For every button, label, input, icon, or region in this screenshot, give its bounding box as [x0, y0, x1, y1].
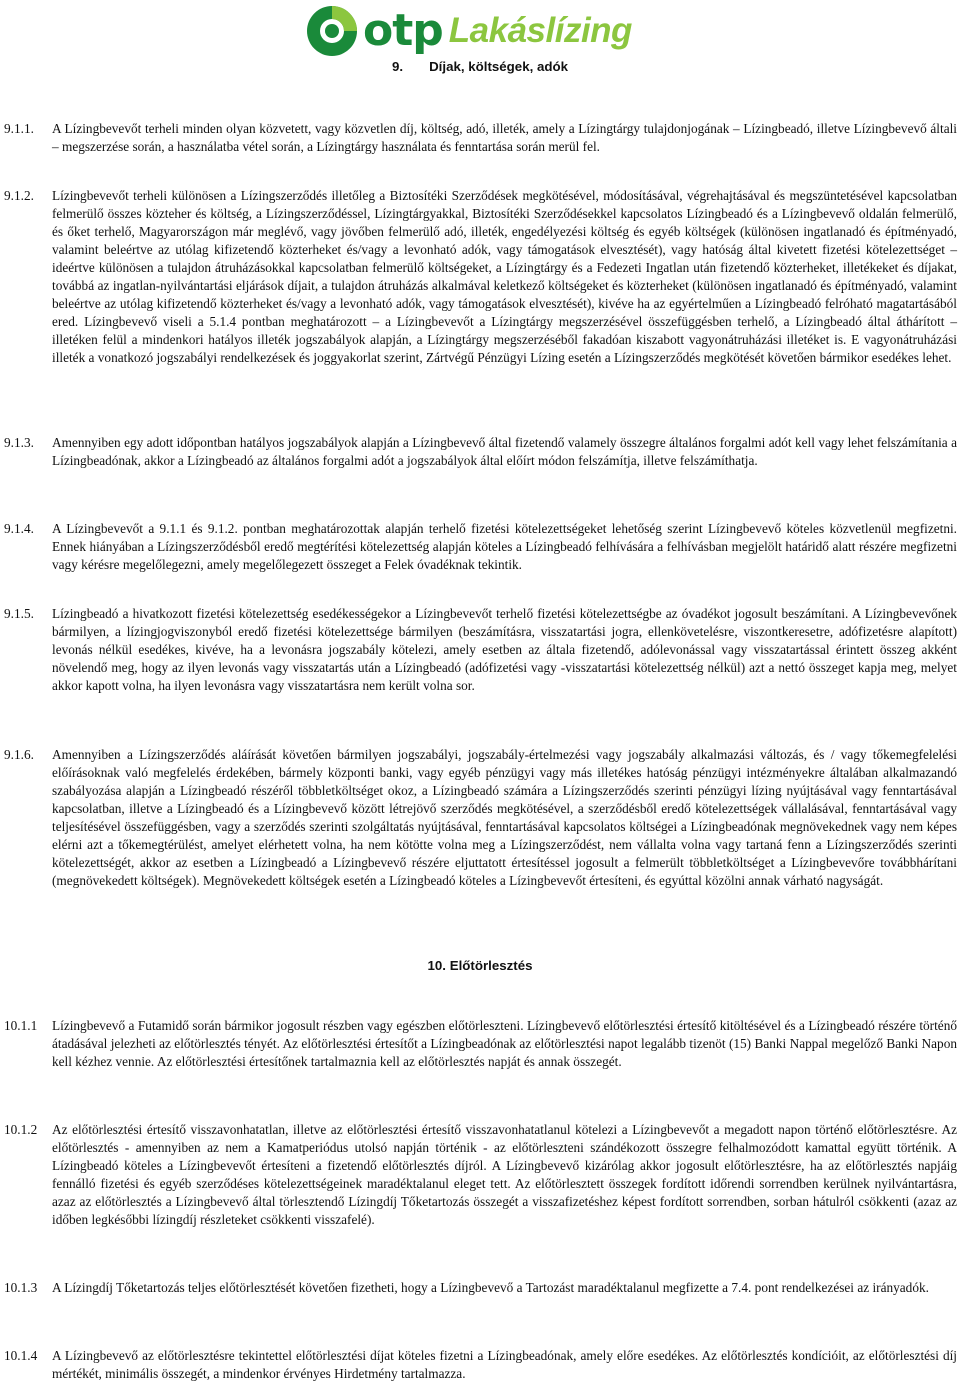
clause-number: 10.1.4	[4, 1348, 38, 1363]
section-title: Előtörlesztés	[449, 958, 533, 973]
clause-text: Lízingbevevőt terheli különösen a Lízingszerződés illetőleg a Biztosítéki Szerződések megkötésével, módosításával, végrehajtásával és megszüntetésével kapcsolatban felmerülő összes közteher és költség, a Lízingszerződéssel, Lízingtárgyakkal, Biztosítéki Szerződésekkel kapcsolatos Lízingbeadó és a Lízingbevevő oldalán felmerülő, és őket terhelő, Magyarországon már meglévő, vagy jövőben felmerülő adó, illeték, engedélyezési költség és egyéb költségek (különösen ingatlanadó és építményadó, valamint beleértve az utólag kifizetendő közterheket és/vagy a levonható adók, vagy támogatások elvesztését), vagy hatóság által kivetett fizetési kötelezettséget – ideértve különösen a tulajdon átruházásokkal kapcsolatban felmerülő költségeket, a Lízingtárgy és a Fedezeti Ingatlan után fizetendő közterheket, illetékeket és díjakat, továbbá az ingatlan-nyilvántartási eljárások díjait, a tulajdon átruházás alkalmával keletkező költségeket és közterheket (különösen ingatlanadó és építményadó, valamint beleértve az utólag kifizetendő közterheket és/vagy a levonható adók, vagy támogatások elvesztését), kivéve ha az egyértelműen a Lízingbeadó felróható magatartásából ered. Lízingbevevő viseli a 5.1.4 pontban meghatározott – a Lízingbevevőt a Lízingtárgy megszerzésével összefüggésben terhelő, a Lízingbeadó által áthárított – illetéken felül a mindenkori hatályos illeték jogszabályok alapján, a Lízingtárgy megszerzéséből fakadóan kiszabott vagyonátruházási illetéket is. E vagyonátruházási illeték a vonatkozó jogszabályi rendelkezések és joggyakorlat szerint, Zártvégű Pénzügyi Lízing esetén a Lízingszerződés megkötését követően bármikor esedékes lehet.	[52, 188, 957, 365]
otp-lakaslizing-logo	[305, 2, 665, 60]
logo-brand-text: otp	[363, 5, 443, 56]
section-heading-9	[0, 58, 960, 76]
section-number: 9.	[391, 59, 404, 74]
otp-logo-mark-icon	[305, 4, 359, 58]
clause-text: Az előtörlesztési értesítő visszavonhatatlan, illetve az előtörlesztési értesítő visszavonhatatlanul kötelezi a Lízingbevevőt a megadott napon történő előtörlesztésre. Az előtörlesztés - amennyiben az nem a Kamatperiódus utolsó napján történik - az előtörleszteni szándékozott összegre felhalmozódott kamattal együtt történik. A Lízingbeadó köteles a Lízingbevevőt értesíteni a fizetendő előtörlesztés díjról. A Lízingbevevő kizárólag akkor jogosult előtörlesztésre, ha az előtörlesztés napjáig fennálló fizetési és egyéb szerződéses kötelezettségeinek maradéktalanul eleget tett. Az előtörlesztett összegek fordított időrendi sorrendben kerülnek nyilvántartásra, azaz az előtörlesztés a Lízingbevevő által törlesztendő Lízingdíj Tőketartozás összegét a visszafizetéshez képest fordított sorrendben, sorban hátulról csökkenti (azaz az időben legkésőbbi lízingdíj részleteket csökkenti visszafelé).	[52, 1122, 957, 1227]
clause-number: 9.1.5.	[4, 606, 34, 621]
clause-text: Amennyiben a Lízingszerződés aláírását követően bármilyen jogszabályi, jogszabály-értelmezési vagy jogszabály alkalmazási változás, és / vagy tőkemegfelelési előírásoknak való megfelelés érdekében, bármely központi banki, vagy egyéb pénzügyi vagy más illetékes hatóság pénzügyi intézményekre általában alkalmazandó szabályozása alapján a Lízingbeadó részéről többletköltséget okoz, a Lízingbeadó számára a Lízingszerződés szerinti pénzügyi lízing nyújtásával vagy fenntartásával kapcsolatban, illetve a Lízingbeadó és a Lízingbevevő között létrejövő szerződés megkötésével, a szerződésből eredő kötelezettségek vállalásával, fenntartásával vagy teljesítésével összefüggésben, vagy a szerződés szerinti szolgáltatás nyújtásával, fenntartásával kapcsolatos költségei a Lízingbeadónak megnövekednek vagy nem képes elérni azt a tőkemegtérülést, amelyet elérhetett volna, ha nem kötötte volna meg a Lízingszerződést, nem vállalta volna vagy tartaná fenn a Lízingszerződés szerinti kötelezettségét, akkor az esetben a Lízingbeadó a Lízingbevevő részére eljuttatott értesítéssel jogosult a felmerült többletköltséget a Lízingbevevőre továbbhárítani (megnövekedett költségek). Megnövekedett költségek esetén a Lízingbeadó köteles a Lízingbevevőt értesíteni, és egyúttal közölni annak várható nagyságát.	[52, 747, 957, 888]
clause-text: Amennyiben egy adott időpontban hatályos jogszabályok alapján a Lízingbevevő által fizetendő valamely összegre általános forgalmi adót kell vagy lehet felszámítania a Lízingbeadónak, akkor a Lízingbeadó az általános forgalmi adót a jogszabályok által előírt módon felszámítja, illetve felszámíthatja.	[52, 435, 957, 468]
clause-number: 9.1.6.	[4, 747, 34, 762]
clause-number: 9.1.3.	[4, 435, 34, 450]
clause-number: 9.1.4.	[4, 521, 34, 536]
clause-text: A Lízingbevevő az előtörlesztésre tekintettel előtörlesztési díjat köteles fizetni a Lízingbeadónak, amely előre esedékes. Az előtörlesztés kondícióit, az előtörlesztési díj mértékét, minimális összegét, a mindenkor érvényes Hirdetmény tartalmazza.	[52, 1348, 957, 1381]
clause-number: 10.1.2	[4, 1122, 38, 1137]
clause-number: 10.1.1	[4, 1018, 38, 1033]
section-heading-10	[0, 957, 960, 975]
clause-number: 9.1.2.	[4, 188, 34, 203]
clause-text: Lízingbeadó a hivatkozott fizetési kötelezettség esedékességekor a Lízingbevevőt terhelő fizetési kötelezettségbe az óvadékot jogosult beszámítani. A Lízingbevevőnek bármilyen, a lízingjogviszonyból eredő fizetési kötelezettsége bármilyen (beszámításra, visszatartási jogra, ellenkövetelésre, viszontkeresetre, adófizetésre alapított) levonás nélkül esedékes, kivéve, ha a levonásra jogszabály kötelezi, amely esetben az általa fizetendő, adólevonással vagy visszatartással érintett összeg akként növelendő meg, hogy az ilyen levonás vagy visszatartás után a Lízingbeadó (adófizetési vagy -visszatartási kötelezettség nélkül) azt a nettó összeget kapja meg, melyet akkor kapott volna, ha ilyen levonásra vagy visszatartásra nem került volna sor.	[52, 606, 957, 693]
section-number: 10.	[427, 958, 447, 973]
logo-product-text: Lakáslízing	[448, 11, 632, 50]
clause-text: A Lízingbevevőt a 9.1.1 és 9.1.2. pontban meghatározottak alapján terhelő fizetési kötelezettségeket lehetőség szerint Lízingbevevő köteles közvetlenül megfizetni. Ennek hiányában a Lízingszerződésből eredő megtérítési kötelezettség alapján köteles a Lízingbeadó felhívására a felhívásban megjelölt határidő alatt részére megfizetni vagy kérésre megelőlegezni, amely megelőlegezett összeget a Felek óvadéknak tekintik.	[52, 521, 957, 572]
clause-number: 9.1.1.	[4, 121, 34, 136]
clause-text: A Lízingbevevőt terheli minden olyan közvetett, vagy közvetlen díj, költség, adó, illeték, amely a Lízingtárgy tulajdonjogának – Lízingbeadó, illetve Lízingbevevő általi – megszerzése során, a használatba vétel során, a Lízingtárgy használata és fenntartása során merül fel.	[52, 121, 957, 154]
clause-text: Lízingbevevő a Futamidő során bármikor jogosult részben vagy egészben előtörleszteni. Lízingbevevő előtörlesztési értesítő kitöltésével és a Lízingbeadó részére történő átadásával jelezheti az előtörlesztés tényét. Az előtörlesztési értesítőt a Lízingbeadónak az előtörlesztési napot legalább tizenöt (15) Banki Nappal megelőző Banki Napon kell kézhez vennie. Az előtörlesztési értesítőnek tartalmaznia kell az előtörlesztés napját és annak összegét.	[52, 1018, 957, 1069]
clause-number: 10.1.3	[4, 1280, 38, 1295]
clause-text: A Lízingdíj Tőketartozás teljes előtörlesztését követően fizetheti, hogy a Lízingbevevő a Tartozást maradéktalanul megfizette a 7.4. pont rendelkezései az irányadók.	[52, 1280, 929, 1295]
section-title: Díjak, költségek, adók	[429, 59, 569, 74]
